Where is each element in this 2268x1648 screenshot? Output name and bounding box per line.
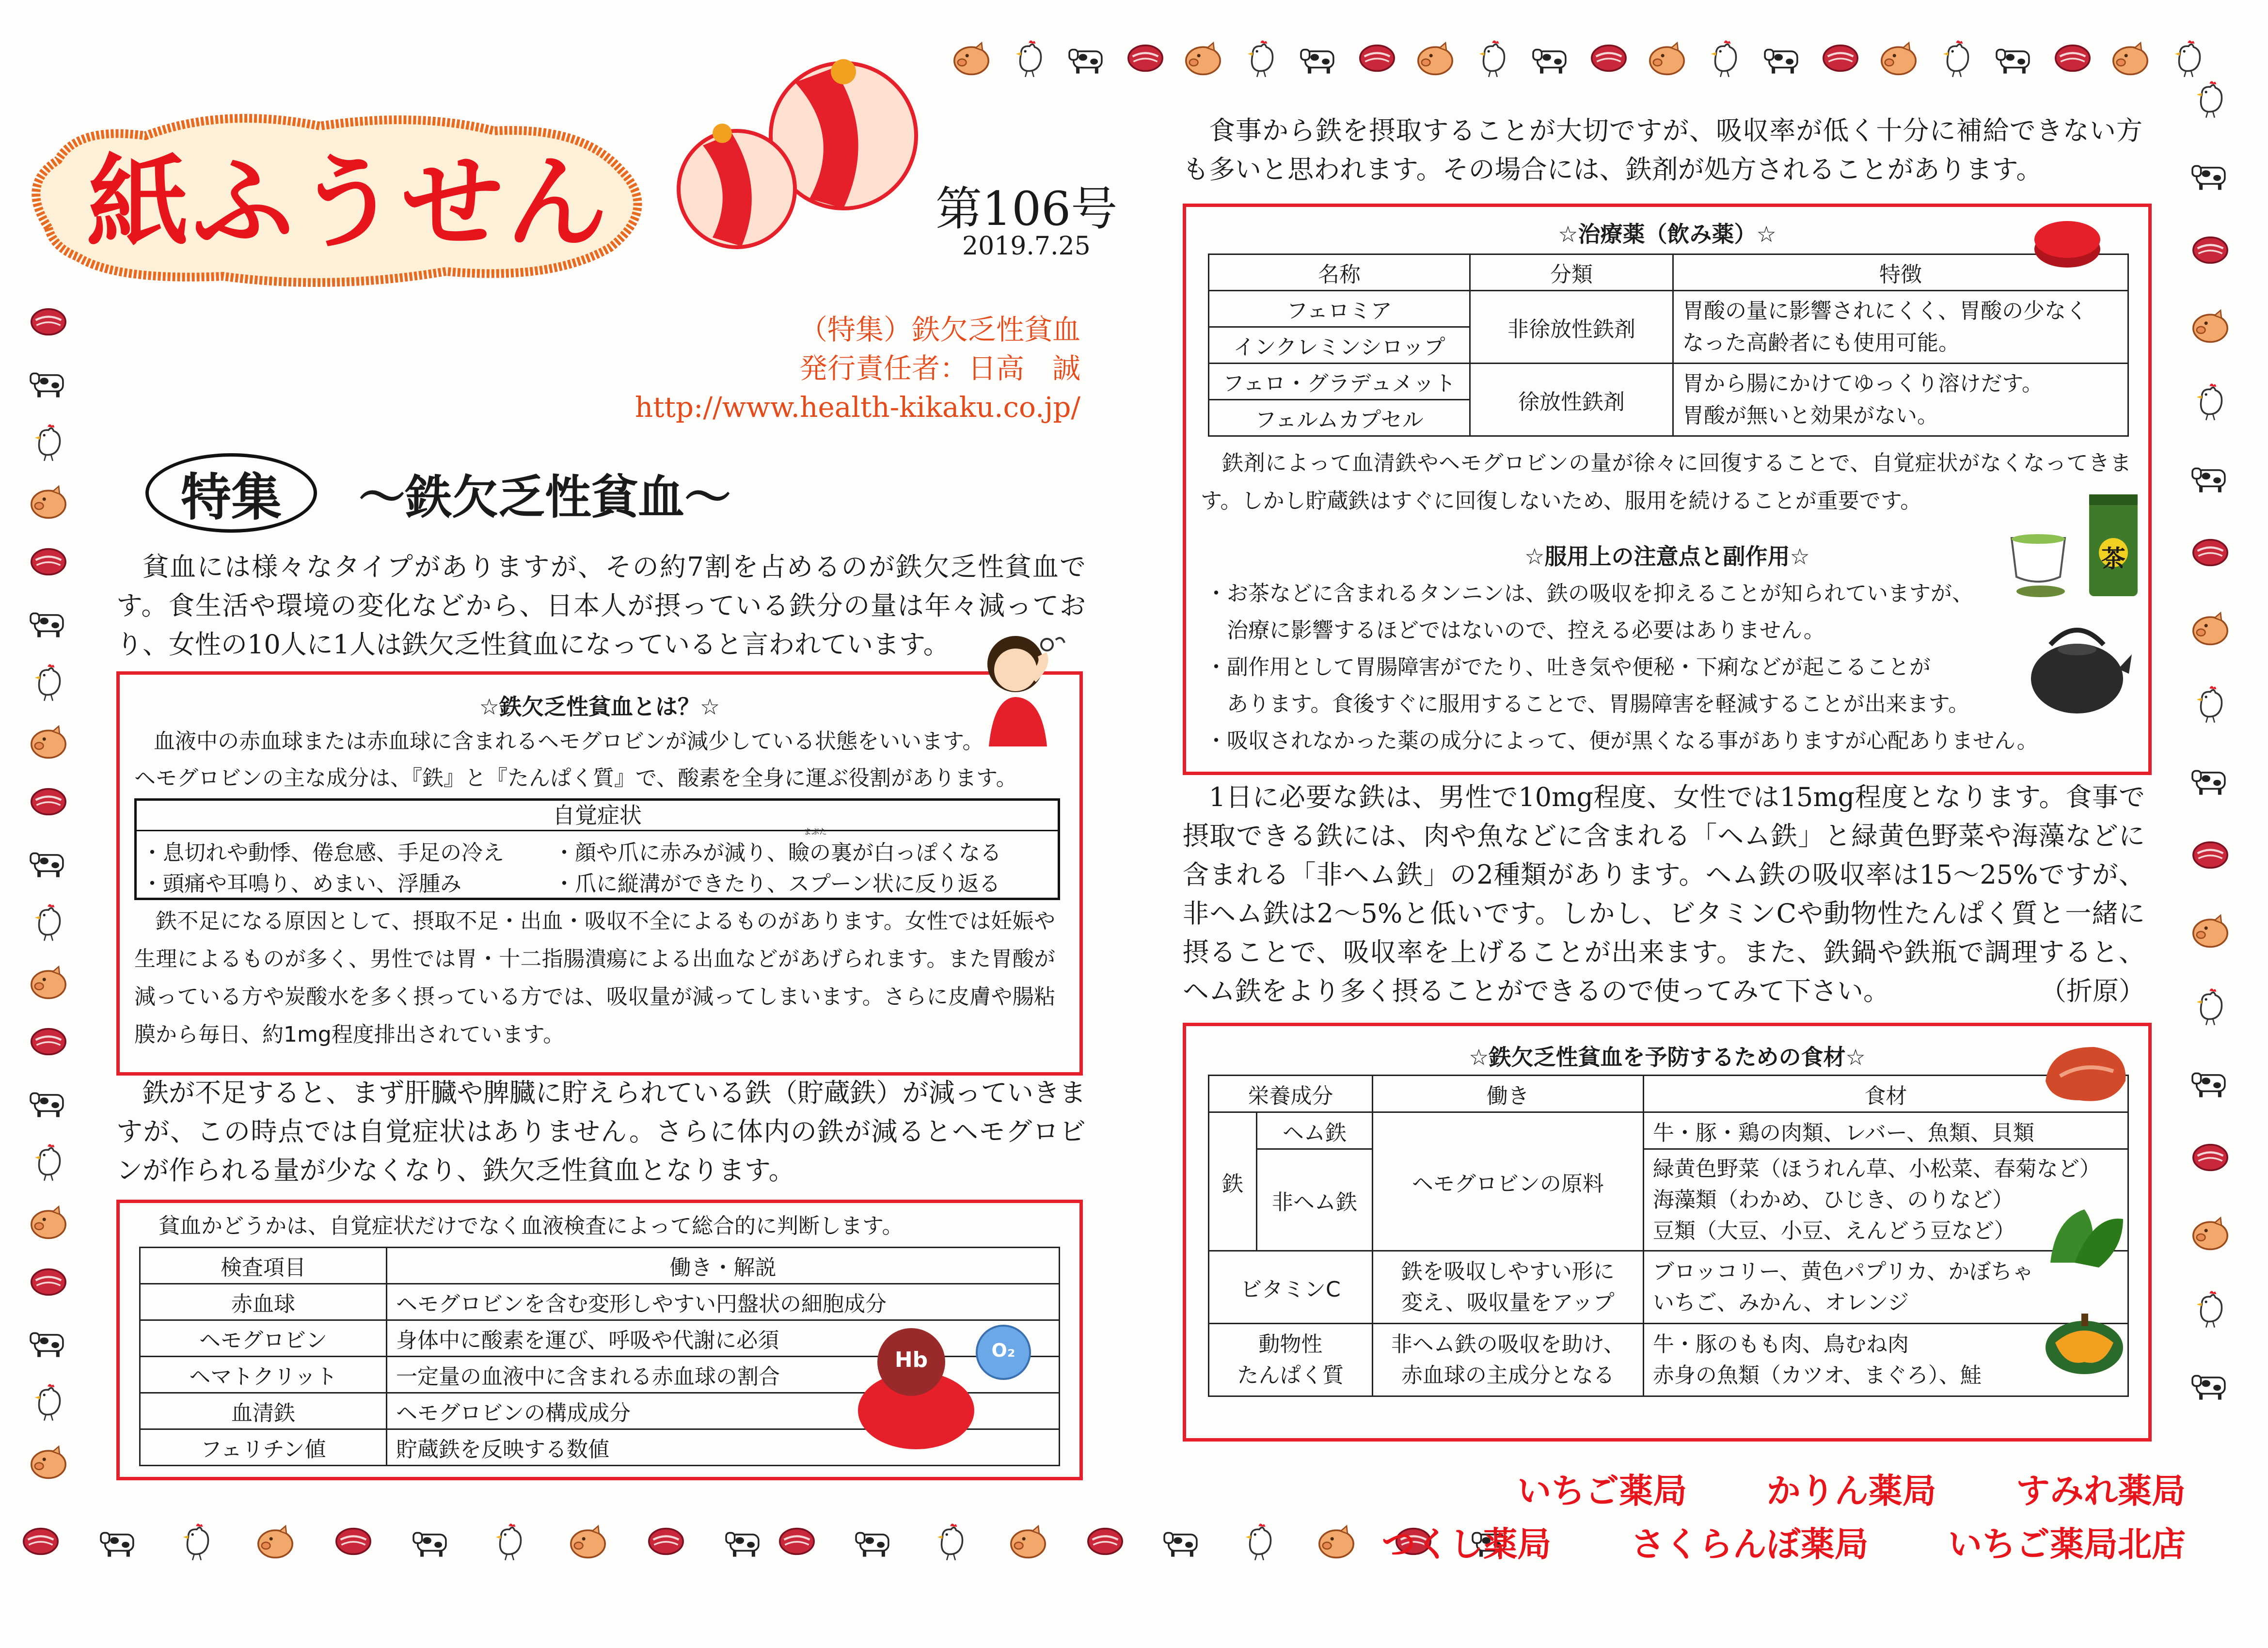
heme-foods: 牛・豚・鶏の肉類、レバー、魚類、貝類 [1643,1112,2128,1149]
test-description: ヘモグロビンを含む変形しやすい円盤状の細胞成分 [387,1284,1060,1320]
nutrient-heme: ヘム鉄 [1257,1112,1373,1149]
pharmacy-name: いちご薬局 [1517,1471,1687,1511]
table-row [1209,1251,2128,1324]
meat-icon [2189,229,2232,271]
cow-icon [27,840,70,883]
cow-icon [1993,37,2036,79]
cow-icon [1298,37,1340,79]
hen-icon [27,1380,70,1423]
meat-icon [27,1020,70,1063]
hen-icon [2189,1287,2232,1330]
drug-feature [1673,291,2128,364]
hen-icon [27,1141,70,1183]
bottom-border-decoration [19,1512,765,1570]
hb-label: Hb [894,1347,928,1372]
pig-icon [27,480,70,523]
treatment-box [1183,204,2152,775]
symptom-ruby: まぶた [804,827,827,836]
hen-icon [1703,37,1746,79]
test-description: 貯蔵鉄を反映する数値 [387,1429,1060,1466]
pig-icon [1877,37,1920,79]
cow-icon [2189,456,2232,498]
drug-feature [1673,364,2128,436]
table-header: 名称 [1209,254,1470,291]
test-item: ヘモグロビン [140,1320,387,1357]
intro-paragraph: 貧血には様々なタイプがありますが、その約7割を占めるのが鉄欠乏性貧血です。食生活や環境の変化などから、日本人が摂っている鉄分の量は年々減っており、女性の10人に1人は鉄欠乏性貧血になっていると言われています。 [116,552,1086,660]
drug-name: フェロ・グラデュメット [1209,364,1470,400]
table-header: 検査項目 [140,1248,387,1284]
pumpkin-illustration [2041,1309,2128,1379]
balloon-icon [650,53,921,259]
cow-icon [410,1520,453,1563]
drug-name: フェロミア [1209,291,1470,327]
meat-icon [645,1520,687,1563]
cow-icon [723,1520,765,1563]
food-box [1183,1023,2152,1442]
cow-icon [1161,1520,1204,1563]
author: （折原） [2040,976,2145,1006]
hen-icon [1008,37,1051,79]
pig-icon [27,961,70,1003]
deficiency-paragraph: 鉄が不足すると、まず肝臓や脾臓に貯えられている鉄（貯蔵鉄）が減っていきますが、この時点では自覚症状はありません。さらに体内の鉄が減るとヘモグロビンが作られる量が少なくなり、鉄欠乏性貧血となります。 [116,1078,1086,1186]
publisher: 発行責任者：日高 誠 [799,352,1080,385]
pig-icon [1182,37,1224,79]
pig-icon [1414,37,1457,79]
feature-subtitle: ～鉄欠乏性貧血～ [359,470,731,524]
meat-icon [27,301,70,343]
pig-icon [1646,37,1688,79]
cow-icon [2189,1061,2232,1103]
pharmacy-name: かりん薬局 [1766,1471,1936,1511]
hen-icon [2189,78,2232,120]
test-description: ヘモグロビンの構成成分 [387,1393,1060,1429]
cow-icon [27,601,70,643]
protein-role: 非ヘム鉄の吸収を助け、 赤血球の主成分となる [1372,1324,1643,1396]
table-row [1209,1112,2128,1149]
table-header: 特徴 [1673,254,2128,291]
meat-icon [776,1520,818,1563]
blood-test-intro: 貧血かどうかは、自覚症状だけでなく血液検査によって総合的に判断します。 [159,1214,904,1238]
feature-line: 胃酸が無いと効果がない。 [1682,403,1938,428]
pig-icon [27,720,70,763]
meat-icon [27,1261,70,1303]
table-row [1209,1324,2128,1396]
pig-icon [27,1441,70,1483]
hen-icon [930,1520,972,1563]
nutrient-nonheme: 非ヘム鉄 [1257,1149,1373,1251]
vitc-role: 鉄を吸収しやすい形に 変え、吸収量をアップ [1372,1251,1643,1324]
hen-icon [2189,985,2232,1028]
cow-icon [1066,37,1109,79]
feature-badge: 特集 [145,453,317,533]
vitc-foods: ブロッコリー、黄色パプリカ、かぼちゃ いちご、みかん、オレンジ [1643,1251,2128,1324]
meat-icon [332,1520,375,1563]
symptom-item: ・爪に縦溝ができたり、スプーン状に反り返る [554,872,1000,896]
cow-icon [2189,758,2232,801]
pig-icon [2109,37,2152,79]
table-header: 分類 [1470,254,1673,291]
hen-icon [2189,380,2232,423]
feature-line: なった高齢者にも使用可能。 [1682,330,1960,355]
treatment-note: 鉄剤によって血清鉄やヘモグロビンの量が徐々に回復することで、自覚症状がなくなってきます。しかし貯蔵鉄はすぐに回復しないため、服用を続けることが重要です。 [1201,451,2131,513]
cow-icon [1530,37,1572,79]
definition-box [116,671,1083,1076]
pig-icon [2189,909,2232,952]
drug-name: インクレミンシロップ [1209,327,1470,364]
meat-icon [19,1520,62,1563]
test-description: 身体中に酸素を運び、呼吸や代謝に必須 [387,1320,1060,1357]
symptom-item: ・息切れや動悸、倦怠感、手足の冷え [142,840,504,865]
table-header: 食材 [1643,1076,2128,1112]
pig-icon [2189,607,2232,650]
nutrient-vitc: ビタミンC [1209,1251,1373,1324]
table-row [1209,1149,2128,1251]
woman-headache-illustration [969,625,1071,753]
pig-icon [2189,304,2232,347]
cow-icon [2189,153,2232,196]
hen-icon [175,1520,218,1563]
meat-icon [2189,531,2232,574]
iron-kettle-illustration [2021,616,2133,719]
meat-icon [1084,1520,1126,1563]
nonheme-foods: 緑黄色野菜（ほうれん草、小松菜、春菊など） 海藻類（わかめ、ひじき、のりなど） 豆類（大豆、小豆、えんどう豆など） [1643,1149,2128,1251]
symptom-item: ・頭痛や耳鳴り、めまい、浮腫み [142,872,461,896]
meat-icon [1587,37,1630,79]
right-border-decoration [2181,78,2239,1406]
meat-icon [2189,834,2232,876]
pill-icon [2031,213,2104,273]
daily-iron-paragraph: 1日に必要な鉄は、男性で10mg程度、女性では15mg程度となります。食事で摂取できる鉄には、肉や魚などに含まれる「ヘム鉄」と緑黄色野菜や海藻などに含まれる「非ヘム鉄」の2種類があります。ヘム鉄の吸収率は15～25%ですが、非ヘム鉄は2～5%と低いです。しかし、ビタミンCや動物性たんぱく質と一緒に摂ることで、吸収率を上げることが出来ます。また、鉄鍋や鉄瓶で調理すると、ヘム鉄をより多く摂ることができるので使ってみて下さい。 （折原） [1183,778,2145,1011]
issue-number: 第106号 [936,182,1118,236]
table-header: 働き・解説 [387,1248,1060,1284]
test-description: 一定量の血液中に含まれる赤血球の割合 [387,1357,1060,1393]
cow-icon [27,1320,70,1363]
meat-icon [2189,1136,2232,1179]
pharmacy-list-1 [1478,1464,2186,1513]
left-border-decoration [19,301,78,1483]
test-item: 赤血球 [140,1284,387,1320]
right-intro-paragraph: 食事から鉄を摂取することが大切ですが、吸収率が低く十分に補給できない方も多いと思われます。その場合には、鉄剤が処方されることがあります。 [1183,115,2142,185]
definition-text-1: 血液中の赤血球または赤血球に含まれるヘモグロビンが減少している状態をいいます。 [154,729,984,754]
meat-icon [1356,37,1398,79]
food-title: ☆鉄欠乏性貧血を予防するための食材☆ [1469,1044,1866,1070]
caution-title: ☆服用上の注意点と副作用☆ [1524,543,1810,570]
website-link[interactable]: http://www.health-kikaku.co.jp/ [634,391,1080,424]
pig-icon [254,1520,297,1563]
meat-icon [27,780,70,823]
pharmacy-name: すみれ薬局 [2016,1471,2186,1511]
green-tea-illustration [2007,494,2142,606]
spinach-illustration [2041,1200,2128,1274]
pharmacy-name: さくらんぼ薬局 [1631,1524,1869,1564]
feature-line: 胃から腸にかけてゆっくり溶けだす。 [1682,371,2044,396]
definition-text-2: ヘモグロビンの主な成分は、『鉄』と『たんぱく質』で、酸素を全身に運ぶ役割があります。 [134,766,1017,791]
table-row [1209,364,2128,400]
pig-icon [950,37,993,79]
hen-icon [27,901,70,943]
cow-icon [97,1520,140,1563]
symptoms-header: 自覚症状 [137,801,1058,831]
hen-icon [1472,37,1514,79]
table-row [1209,291,2128,327]
caution-item: ・お茶などに含まれるタンニンは、鉄の吸収を抑えることが知られていますが、 治療に影響するほどではないので、控える必要はありません。 ・副作用として胃腸障害がでたり、吐き気や便秘・下痢などが起こることが あります。食後すぐに服用することで、胃腸障害を軽減することが出来ます。 ・吸収されなかった薬の成分によって、便が黒くなる事がありますが心配ありません。 [1205,581,2038,753]
definition-title: ☆鉄欠乏性貧血とは？☆ [479,694,720,720]
top-border-decoration [950,29,2210,87]
nutrient-iron: 鉄 [1209,1112,1257,1251]
meat-icon [1124,37,1167,79]
pharmacy-list-2 [1343,1517,2186,1566]
cow-icon [27,1080,70,1123]
feature-line: （特集）鉄欠乏性貧血 [799,313,1080,346]
meat-icon [1819,37,1862,79]
hen-icon [1935,37,1978,79]
treatment-table [1208,254,2129,437]
hen-icon [2167,37,2210,79]
meat-icon [27,540,70,583]
hen-icon [1238,1520,1281,1563]
pharmacy-name: つくし薬局 [1381,1524,1552,1564]
drug-name: フェルムカプセル [1209,400,1470,436]
pig-icon [1007,1520,1049,1563]
cow-icon [1761,37,1804,79]
masthead-info [635,310,1080,427]
cow-icon [2189,1363,2232,1406]
treatment-title: ☆治療薬（飲み薬）☆ [1558,221,1776,247]
hen-icon [1240,37,1283,79]
liver-illustration [2041,1037,2133,1112]
pig-icon [567,1520,609,1563]
tea-label: 茶 [2101,544,2125,573]
pig-icon [27,1201,70,1243]
o2-label: O₂ [991,1340,1015,1361]
test-item: フェリチン値 [140,1429,387,1466]
symptom-item: ・顔や爪に赤みが減り、瞼の裏が白っぽくなる [554,840,1001,865]
cow-icon [853,1520,895,1563]
hen-icon [2189,682,2232,725]
feature-line: 胃酸の量に影響されにくく、胃酸の少なく [1682,298,2088,323]
symptoms-table [134,798,1060,900]
test-item: ヘマトクリット [140,1357,387,1393]
nutrient-protein: 動物性 たんぱく質 [1209,1324,1373,1396]
hen-icon [27,421,70,463]
table-header: 働き [1372,1076,1643,1112]
hen-icon [488,1520,531,1563]
drug-class: 徐放性鉄剤 [1470,364,1673,436]
hen-icon [27,661,70,703]
food-table [1208,1075,2129,1397]
pig-icon [2189,1212,2232,1254]
cow-icon [27,361,70,403]
pharmacy-name: いちご薬局北店 [1948,1524,2186,1564]
protein-foods: 牛・豚のもも肉、鳥むね肉 赤身の魚類（カツオ、まぐろ）、鮭 [1643,1324,2128,1396]
table-header: 栄養成分 [1209,1076,1373,1112]
iron-role: ヘモグロビンの原料 [1372,1112,1643,1251]
masthead-title: 紙ふうせん [87,143,611,262]
drug-class: 非徐放性鉄剤 [1470,291,1673,364]
causes-text: 鉄不足になる原因として、摂取不足・出血・吸収不全によるものがあります。女性では妊娠や生理によるものが多く、男性では胃・十二指腸潰瘍による出血などがあげられます。また胃酸が減っている方や炭酸水を多く摂っている方では、吸収量が減ってしまいます。さらに皮膚や腸粘膜から毎日、約1mg程度排出されています。 [134,909,1055,1047]
hemoglobin-illustration [853,1309,1057,1454]
issue-date: 2019.7.25 [962,232,1091,261]
test-item: 血清鉄 [140,1393,387,1429]
meat-icon [2051,37,2094,79]
